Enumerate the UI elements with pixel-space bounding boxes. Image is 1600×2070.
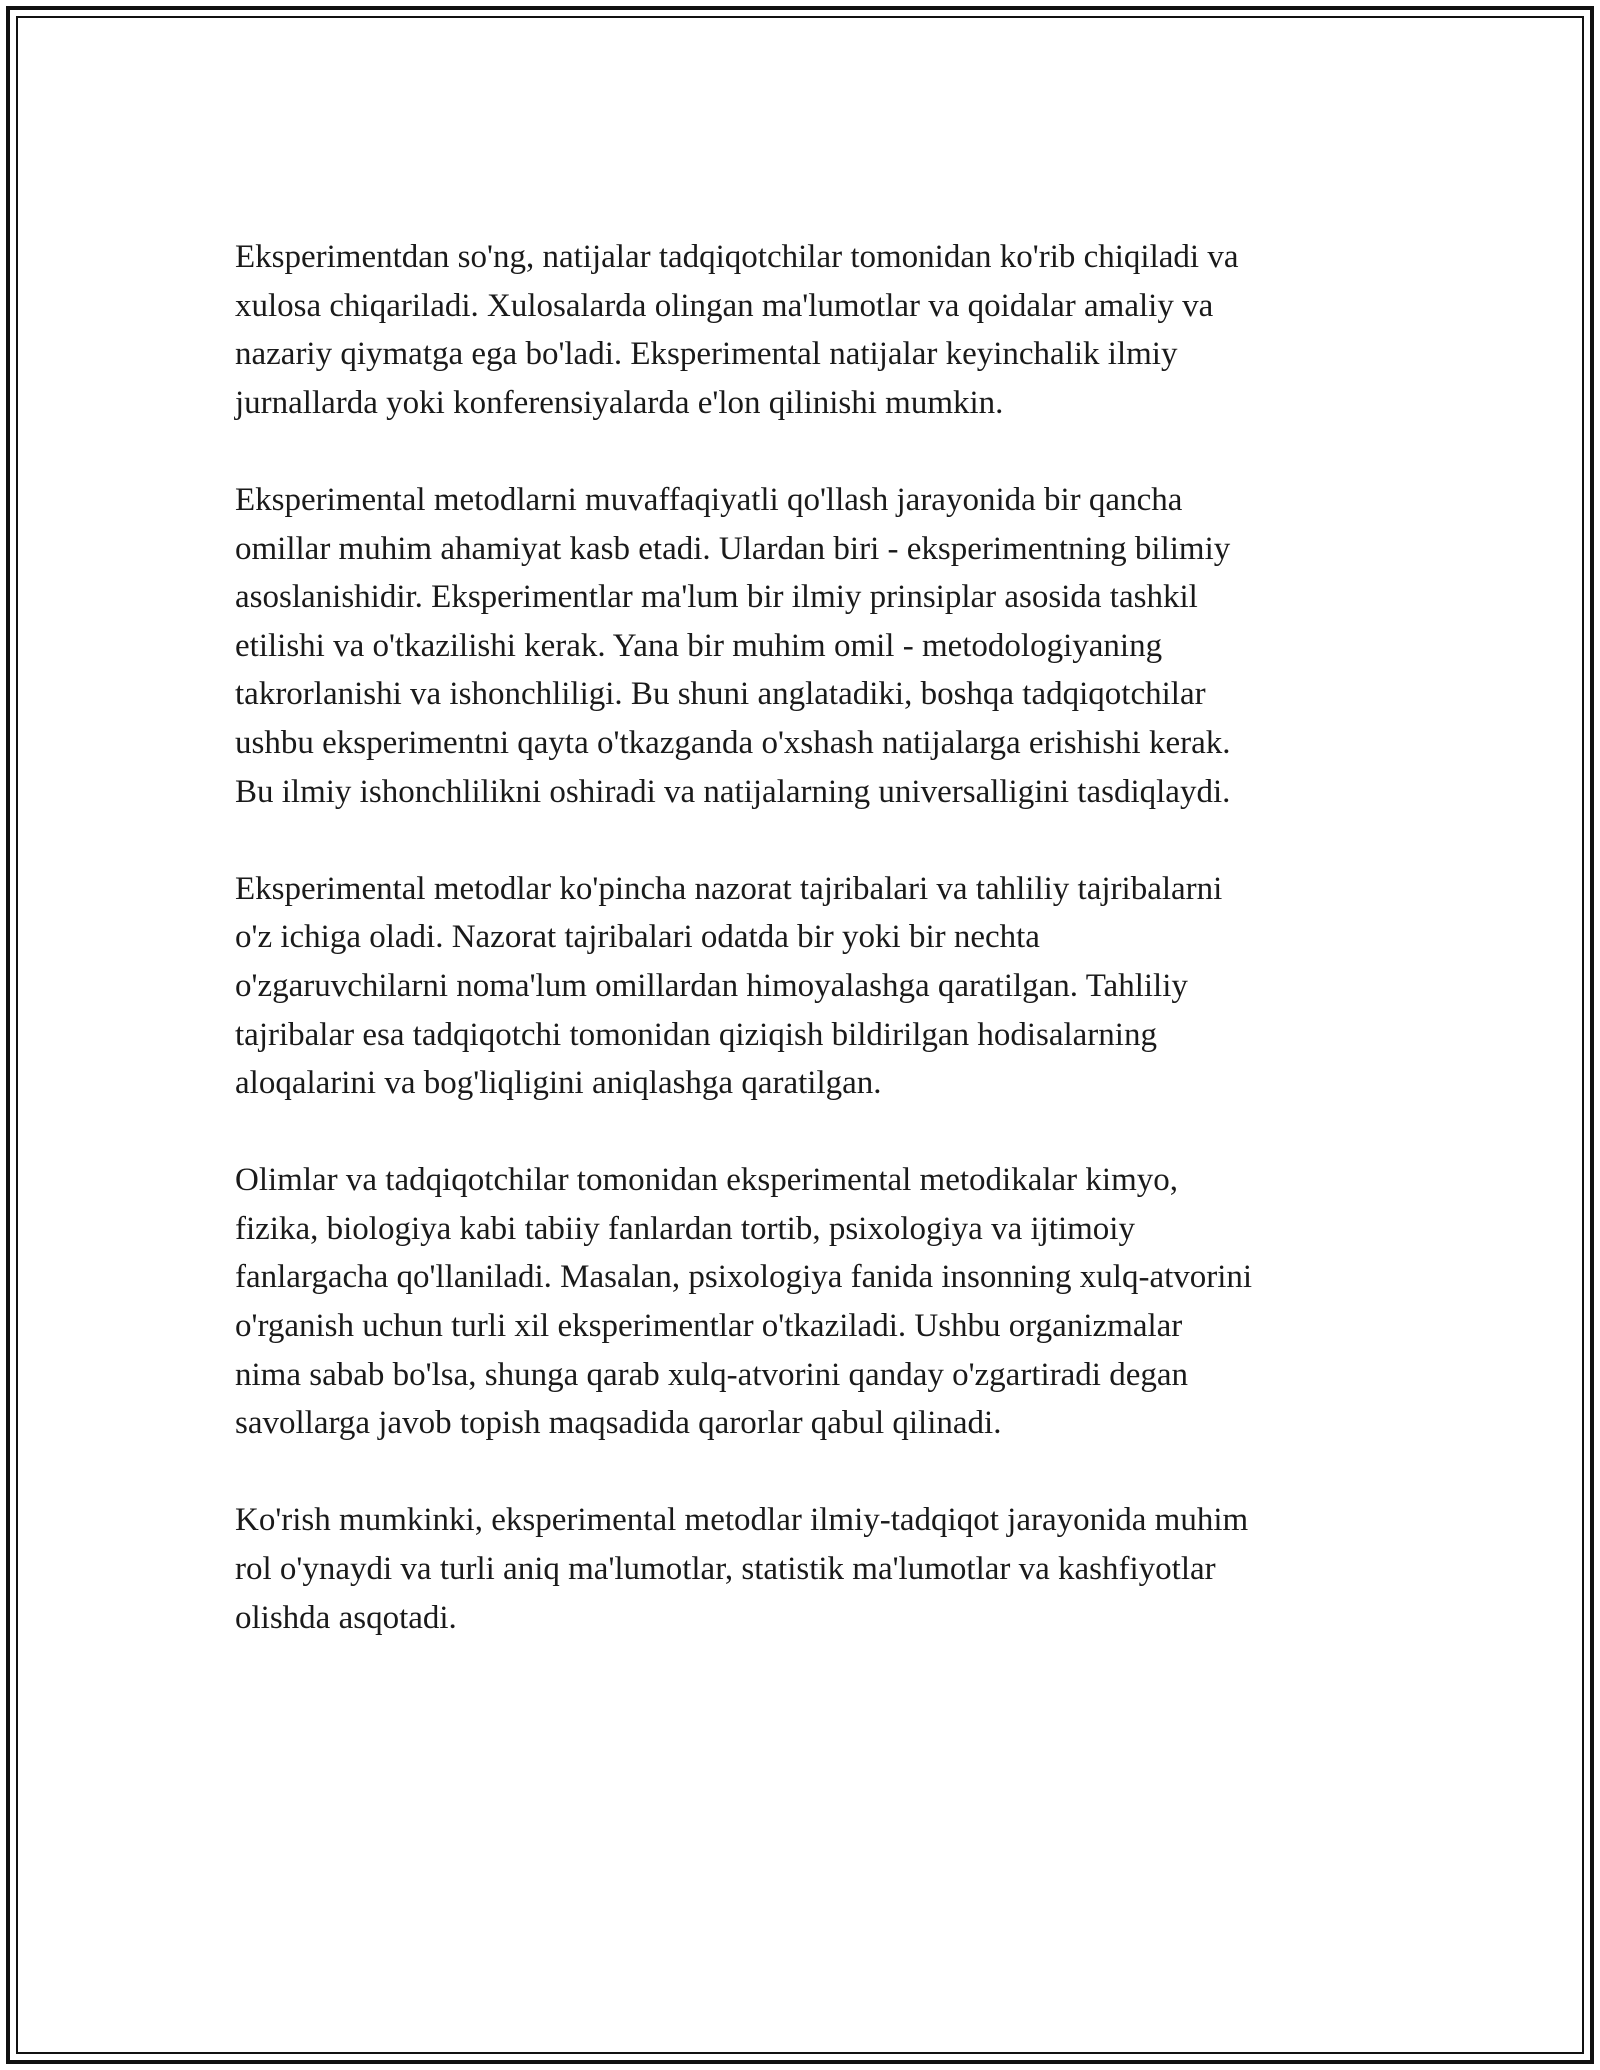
document-body [235, 233, 1375, 1691]
paragraph-experiment-results: Eksperimentdan so'ng, natijalar tadqiqotchilar tomonidan ko'rib chiqiladi va xulosa chiqariladi. Xulosalarda olingan ma'lumotlar va qoidalar amaliy va nazariy qiymatga ega bo'ladi. Eksperimental natijalar keyinchalik ilmiy jurnallarda yoki konferensiyalarda e'lon qilinishi mumkin. [235, 239, 1239, 421]
paragraph-conclusion: Ko'rish mumkinki, eksperimental metodlar ilmiy-tadqiqot jarayonida muhim rol o'ynaydi va turli aniq ma'lumotlar, statistik ma'lumotlar va kashfiyotlar olishda asqotadi. [235, 1502, 1249, 1636]
paragraph-control-and-analytic-experiments: Eksperimental metodlar ko'pincha nazorat tajribalari va tahliliy tajribalarni o'z ichiga oladi. Nazorat tajribalari odatda bir yoki bir nechta o'zgaruvchilarni noma'lum omillardan himoyalashga qaratilgan. Tahliliy tajribalar esa tadqiqotchi tomonidan qiziqish bildirilgan hodisalarning aloqalarini va bog'liqligini aniqlashga qaratilgan. [235, 870, 1223, 1102]
paragraph-success-factors: Eksperimental metodlarni muvaffaqiyatli qo'llash jarayonida bir qancha omillar muhim ahamiyat kasb etadi. Ulardan biri - eksperimentning bilimiy asoslanishidir. Eksperimentlar ma'lum bir ilmiy prinsiplar asosida tashkil etilishi va o'tkazilishi kerak. Yana bir muhim omil - metodologiyaning takrorlanishi va ishonchliligi. Bu shuni anglatadiki, boshqa tadqiqotchilar ushbu eksperimentni qayta o'tkazganda o'xshash natijalarga erishishi kerak. Bu ilmiy ishonchlilikni oshiradi va natijalarning universalligini tasdiqlaydi. [235, 481, 1231, 810]
paragraph-scientific-fields: Olimlar va tadqiqotchilar tomonidan eksperimental metodikalar kimyo, fizika, biologiya kabi tabiiy fanlardan tortib, psixologiya va ijtimoiy fanlargacha qo'llaniladi. Masalan, psixologiya fanida insonning xulq-atvorini o'rganish uchun turli xil eksperimentlar o'tkaziladi. Ushbu organizmalar nima sabab bo'lsa, shunga qarab xulq-atvorini qanday o'zgartiradi degan savollarga javob topish maqsadida qarorlar qabul qilinadi. [235, 1162, 1253, 1442]
